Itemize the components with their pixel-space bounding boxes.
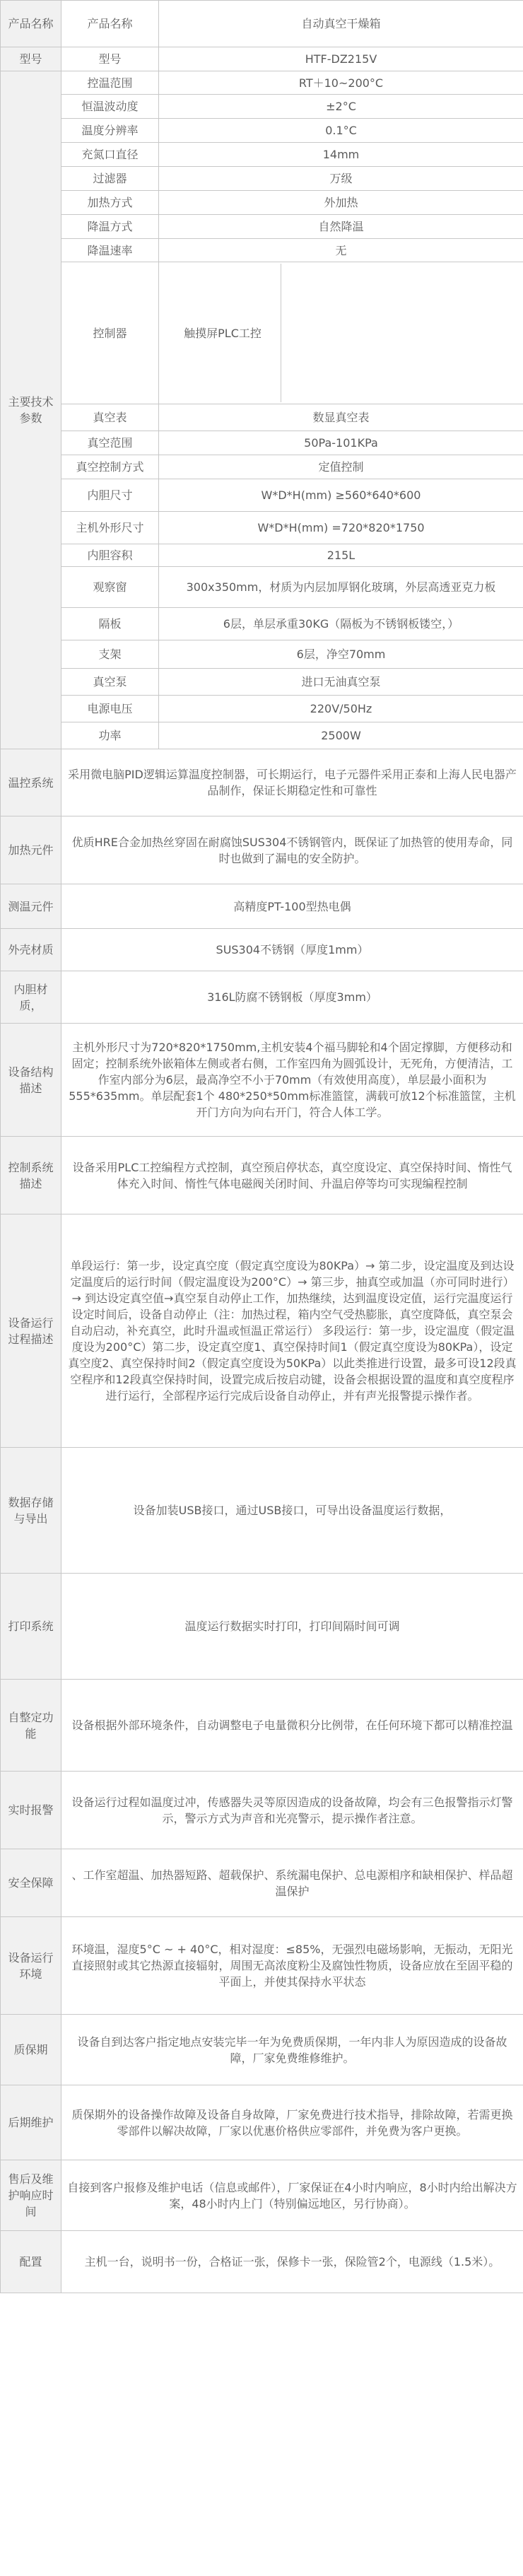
section-value: 、工作室超温、加热器短路、超载保护、系统漏电保护、总电源相序和缺相保护、样品超温保护 <box>61 1849 523 1917</box>
param-row <box>1 71 523 95</box>
section-value: 主机一台，说明书一份，合格证一张，保修卡一张，保险管2个，电源线（1.5米）。 <box>61 2231 523 2293</box>
section-value: 设备根据外部环境条件，自动调整电子电量微积分比例带，在任何环境下都可以精准控温 <box>61 1680 523 1772</box>
param-name: 真空泵 <box>61 669 159 696</box>
param-name: 降温方式 <box>61 215 159 239</box>
param-row <box>1 215 523 239</box>
section-cat: 控制系统描述 <box>1 1137 61 1214</box>
param-name: 功率 <box>61 722 159 749</box>
section-value: 单段运行：第一步，设定真空度（假定真空度设为80KPa）→ 第二步，设定温度及到达设定温度后的运行时间（假定温度设为200°C）→ 第三步，抽真空或加温（亦可同时进行）→ 到达设定真空值→真空泵自动停止工作，加热继续，达到温度设定值，运行完温度运行设定时间后，设备自动停止（注：加热过程，箱内空气受热膨胀，真空度降低，真空泵会自动启动，补充真空，此时升温或恒温正常运行） 多段运行：第一步，设定温度（假定温度设为200°C）第二步，设定真空度1、真空保持时间1（假定真空度设为80KPa），设定真空度2、真空保持时间2（假定真空度设为50KPa）以此类推进行设置，最多可设12段真空程序和12段真空保持时间，设置完成后按启动键，设备会根据设置的温度和真空度程序进行运行，全部程序运行完成后设备自动停止，并有声光报警提示操作者。 <box>61 1214 523 1448</box>
param-name: 恒温波动度 <box>61 95 159 119</box>
section-row <box>1 1574 523 1680</box>
param-value: 220V/50Hz <box>159 696 523 722</box>
param-row <box>1 669 523 696</box>
param-row <box>1 479 523 512</box>
param-name: 主机外形尺寸 <box>61 512 159 544</box>
section-row <box>1 816 523 884</box>
section-row <box>1 2231 523 2293</box>
section-row <box>1 2015 523 2085</box>
param-name: 内胆容积 <box>61 544 159 567</box>
param-row <box>1 119 523 143</box>
param-row <box>1 167 523 191</box>
param-row <box>1 608 523 640</box>
section-row <box>1 1137 523 1214</box>
param-name: 控制器 <box>61 262 159 404</box>
param-value: 定值控制 <box>159 455 523 479</box>
section-row <box>1 1214 523 1448</box>
header-row <box>1 1 523 47</box>
section-row <box>1 1024 523 1137</box>
param-row <box>1 191 523 215</box>
section-cat: 加热元件 <box>1 816 61 884</box>
param-name: 隔板 <box>61 608 159 640</box>
param-row <box>1 640 523 669</box>
param-name: 降温速率 <box>61 239 159 262</box>
param-value: 14mm <box>159 143 523 167</box>
section-value: 温度运行数据实时打印，打印间隔时间可调 <box>61 1574 523 1680</box>
param-row <box>1 404 523 431</box>
param-value: 6层，单层承重30KG（隔板为不锈钢板镂空，） <box>159 608 523 640</box>
section-row <box>1 2160 523 2231</box>
section-row <box>1 1917 523 2015</box>
param-row <box>1 512 523 544</box>
section-value: 设备运行过程如温度过冲，传感器失灵等原因造成的设备故障，均会有三色报警指示灯警示，警示方式为声音和光亮警示，提示操作者注意。 <box>61 1772 523 1849</box>
section-cat: 打印系统 <box>1 1574 61 1680</box>
section-cat: 自整定功能 <box>1 1680 61 1772</box>
section-row <box>1 1680 523 1772</box>
param-row <box>1 95 523 119</box>
param-name: 加热方式 <box>61 191 159 215</box>
section-cat: 安全保障 <box>1 1849 61 1917</box>
model-value: HTF-DZ215V <box>159 47 523 71</box>
section-value: SUS304不锈钢（厚度1mm） <box>61 929 523 971</box>
controller-sub: 触摸屏PLC工控 <box>165 264 281 402</box>
section-cat: 内胆材质， <box>1 971 61 1024</box>
param-name: 过滤器 <box>61 167 159 191</box>
section-cat: 测温元件 <box>1 884 61 929</box>
section-row <box>1 971 523 1024</box>
param-name: 充氮口直径 <box>61 143 159 167</box>
section-cat: 温控系统 <box>1 749 61 816</box>
section-row <box>1 929 523 971</box>
section-value: 设备自到达客户指定地点安装完毕一年为免费质保期，一年内非人为原因造成的设备故障，厂家免费维修维护。 <box>61 2015 523 2085</box>
param-row <box>1 239 523 262</box>
param-value: 0.1°C <box>159 119 523 143</box>
section-value: 自接到客户报修及维护电话（信息或邮件），厂家保证在4小时内响应，8小时内给出解决方案，48小时内上门（特别偏远地区，另行协商）。 <box>61 2160 523 2231</box>
section-value: 设备加装USB接口，通过USB接口，可导出设备温度运行数据， <box>61 1448 523 1574</box>
section-cat: 设备运行过程描述 <box>1 1214 61 1448</box>
section-value: 高精度PT-100型热电偶 <box>61 884 523 929</box>
section-value: 质保期外的设备操作故障及设备自身故障，厂家免费进行技术指导，排除故障，若需更换零部件以解决故障，厂家以优惠价格供应零部件，并免费为客户更换。 <box>61 2085 523 2160</box>
param-row <box>1 696 523 722</box>
param-value: ±2°C <box>159 95 523 119</box>
param-value: 2500W <box>159 722 523 749</box>
param-value: 外加热 <box>159 191 523 215</box>
param-value: RT＋10~200°C <box>159 71 523 95</box>
controller-value <box>281 264 518 402</box>
header-col3: 自动真空干燥箱 <box>159 1 523 47</box>
param-name: 电源电压 <box>61 696 159 722</box>
section-row <box>1 1772 523 1849</box>
header-col1: 产品名称 <box>1 1 61 47</box>
section-value: 环境温，湿度5°C ~ + 40°C，相对湿度：≤85%，无强烈电磁场影响，无振动，无阳光直接照射或其它热源直接辐射，周围无高浓度粉尘及腐蚀性物质，设备应放在至固平稳的平面上，并使其保持水平状态 <box>61 1917 523 2015</box>
param-row <box>1 722 523 749</box>
section-row <box>1 1448 523 1574</box>
param-value: 无 <box>159 239 523 262</box>
section-cat: 后期维护 <box>1 2085 61 2160</box>
param-row <box>1 143 523 167</box>
param-value: 数显真空表 <box>159 404 523 431</box>
param-row <box>1 431 523 455</box>
section-value: 主机外形尺寸为720*820*1750mm,主机安装4个福马脚轮和4个固定撑脚，方便移动和固定；控制系统外嵌箱体左侧或者右侧，工作室四角为圆弧设计，无死角，方便清洁，工作室内部分为6层，最高净空不小于70mm（有效使用高度），单层最小面积为555*635mm。单层配套1个 480*250*50mm标准篮筐，满载可放12个标准篮筐，主机开门方向为向右开门，符合人体工学。 <box>61 1024 523 1137</box>
section-cat: 配置 <box>1 2231 61 2293</box>
section-value: 优质HRE合金加热丝穿固在耐腐蚀SUS304不锈钢管内，既保证了加热管的使用寿命，同时也做到了漏电的安全防护。 <box>61 816 523 884</box>
param-value: W*D*H(mm) ≥560*640*600 <box>159 479 523 512</box>
param-value: 300x350mm，材质为内层加厚钢化玻璃，外层高透亚克力板 <box>159 567 523 608</box>
param-value: 自然降温 <box>159 215 523 239</box>
param-value: 进口无油真空泵 <box>159 669 523 696</box>
param-row <box>1 544 523 567</box>
param-name: 内胆尺寸 <box>61 479 159 512</box>
section-cat: 售后及维护响应时间 <box>1 2160 61 2231</box>
section-value: 采用微电脑PID逻辑运算温度控制器，可长期运行，电子元器件采用正泰和上海人民电器产品制作，保证长期稳定性和可靠性 <box>61 749 523 816</box>
param-value: 6层，净空70mm <box>159 640 523 669</box>
controller-value-cell <box>159 262 523 404</box>
param-name: 观察窗 <box>61 567 159 608</box>
section-cat: 质保期 <box>1 2015 61 2085</box>
section-cat: 外壳材质 <box>1 929 61 971</box>
section-cat: 数据存储与导出 <box>1 1448 61 1574</box>
header-col2: 产品名称 <box>61 1 159 47</box>
param-name: 真空范围 <box>61 431 159 455</box>
param-value: 50Pa-101KPa <box>159 431 523 455</box>
param-name: 控温范围 <box>61 71 159 95</box>
param-name: 真空表 <box>61 404 159 431</box>
model-row <box>1 47 523 71</box>
section-row <box>1 884 523 929</box>
param-name: 温度分辨率 <box>61 119 159 143</box>
param-value: W*D*H(mm) =720*820*1750 <box>159 512 523 544</box>
param-value: 215L <box>159 544 523 567</box>
model-name: 型号 <box>61 47 159 71</box>
section-value: 316L防腐不锈钢板（厚度3mm） <box>61 971 523 1024</box>
section-value: 设备采用PLC工控编程方式控制，真空预启停状态，真空度设定、真空保持时间、惰性气体充入时间、惰性气体电磁阀关闭时间、升温启停等均可实现编程控制 <box>61 1137 523 1214</box>
section-row <box>1 1849 523 1917</box>
section-cat: 设备运行环境 <box>1 1917 61 2015</box>
param-name: 真空控制方式 <box>61 455 159 479</box>
section-cat: 实时报警 <box>1 1772 61 1849</box>
section-cat: 设备结构描述 <box>1 1024 61 1137</box>
param-name: 支架 <box>61 640 159 669</box>
section-row <box>1 749 523 816</box>
main-params-cat: 主要技术参数 <box>1 71 61 749</box>
section-row <box>1 2085 523 2160</box>
param-row-controller <box>1 262 523 404</box>
model-cat: 型号 <box>1 47 61 71</box>
param-row <box>1 567 523 608</box>
controller-subtable <box>165 264 517 402</box>
param-row <box>1 455 523 479</box>
param-value: 万级 <box>159 167 523 191</box>
